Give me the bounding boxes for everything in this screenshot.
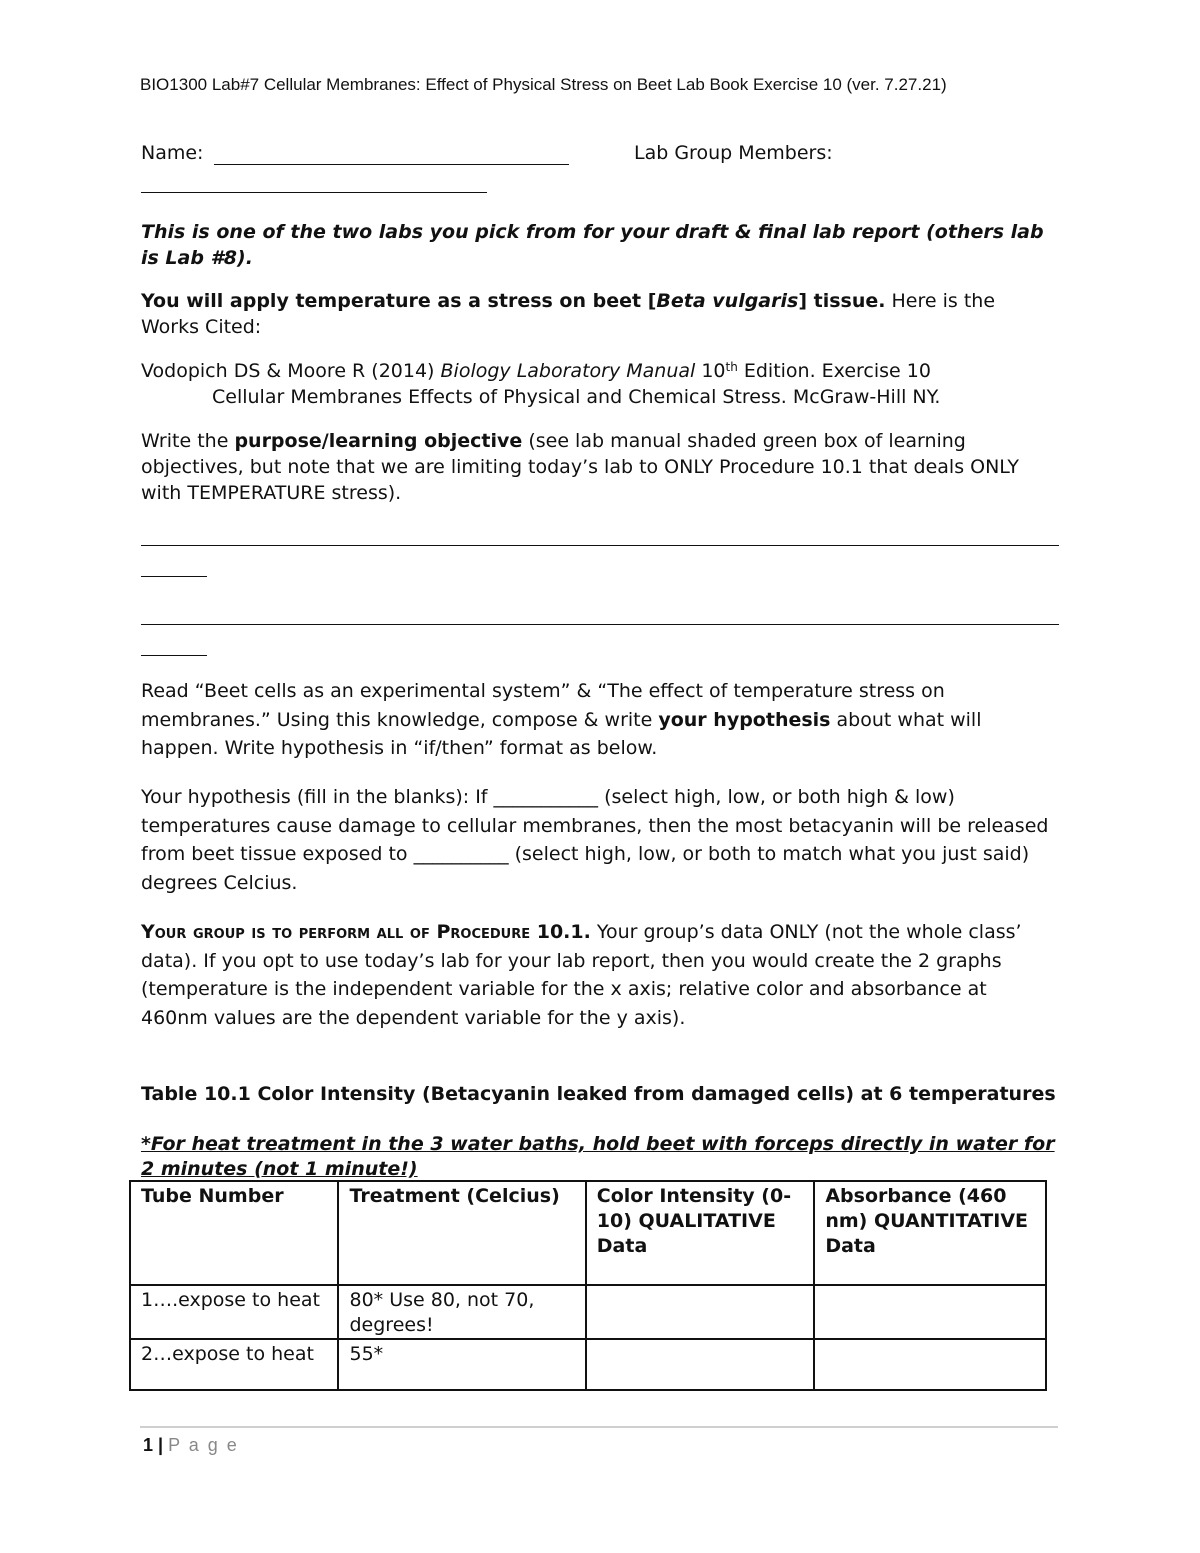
group-heading: Your group is to perform all of Procedure 10.1. xyxy=(141,921,591,943)
lab-group-members-label: Lab Group Members: xyxy=(634,142,833,164)
header-treatment: Treatment (Celcius) xyxy=(338,1181,585,1285)
table-header-row xyxy=(130,1181,1046,1285)
table-row xyxy=(130,1339,1046,1390)
name-blank[interactable] xyxy=(214,164,569,165)
data-table xyxy=(129,1180,1047,1391)
lab-report-note: This is one of the two labs you pick from for your draft & final lab report (others lab is Lab #8). xyxy=(141,221,1044,269)
row1-treatment: 80* Use 80, not 70, degrees! xyxy=(338,1285,585,1339)
apply-stress-post: ] tissue. xyxy=(798,290,886,312)
purpose-answer-line-2[interactable] xyxy=(141,624,1059,625)
citation-edition-num: 10 xyxy=(695,360,726,382)
row1-tube: 1….expose to heat xyxy=(130,1285,338,1339)
page-number: 1 | xyxy=(143,1435,169,1455)
page-header: BIO1300 Lab#7 Cellular Membranes: Effect of Physical Stress on Beet Lab Book Exercise 10 (ver. 7.27.21) xyxy=(140,75,947,94)
page-word: P a g e xyxy=(168,1435,239,1455)
works-cited-intro: Here is the Works Cited: xyxy=(141,290,996,338)
citation-book: Biology Laboratory Manual xyxy=(440,360,696,382)
header-tube-number: Tube Number xyxy=(130,1181,338,1285)
species-name: Beta vulgaris xyxy=(656,290,799,312)
purpose-answer-line-2-tail[interactable] xyxy=(141,655,207,656)
purpose-answer-line-1[interactable] xyxy=(141,545,1059,546)
row2-treatment: 55* xyxy=(338,1339,585,1390)
header-absorbance: Absorbance (460 nm) QUANTITATIVE Data xyxy=(814,1181,1046,1285)
name-label: Name: xyxy=(141,142,204,164)
header-color-intensity: Color Intensity (0-10) QUALITATIVE Data xyxy=(586,1181,815,1285)
table-note: *For heat treatment in the 3 water baths, hold beet with forceps directly in water for 2 minutes (not 1 minute!) xyxy=(141,1133,1055,1180)
read-paragraph xyxy=(141,677,1056,763)
hypothesis-paragraph: Your hypothesis (fill in the blanks): If ___________ (select high, low, or both high & low) temperatures cause damage to cellular membranes, then the most betacyanin will be released from beet tissue exposed to __________ (select high, low, or both to match what you just said) degrees Celcius. xyxy=(141,786,1049,895)
table-caption: Table 10.1 Color Intensity (Betacyanin leaked from damaged cells) at 6 temperatures xyxy=(141,1083,1056,1105)
table-row xyxy=(130,1285,1046,1339)
citation-line2: Cellular Membranes Effects of Physical and Chemical Stress. McGraw-Hill NY. xyxy=(212,386,941,408)
apply-stress-pre: You will apply temperature as a stress on beet [ xyxy=(141,290,657,312)
row1-absorbance-cell[interactable] xyxy=(814,1285,1046,1339)
group-members-blank[interactable] xyxy=(141,192,487,193)
row2-color-cell[interactable] xyxy=(586,1339,815,1390)
row2-tube: 2…expose to heat xyxy=(130,1339,338,1390)
purpose-answer-line-1-tail[interactable] xyxy=(141,576,207,577)
purpose-paragraph xyxy=(141,428,1056,506)
group-paragraph xyxy=(141,918,1056,1032)
page-footer xyxy=(143,1435,239,1456)
citation-edition-rest: Edition. Exercise 10 xyxy=(737,360,931,382)
group-text: Your group’s data ONLY (not the whole class’ data). If you opt to use today’s lab for your lab report, then you would create the 2 graphs (temperature is the independent variable for the x axis; relative color and absorbance at 460nm values are the dependent variable for the y axis). xyxy=(141,921,1022,1029)
read-bold: your hypothesis xyxy=(658,708,831,731)
citation xyxy=(141,358,1056,410)
purpose-post: (see lab manual shaded green box of learning objectives, but note that we are limiting today’s lab to ONLY Procedure 10.1 that deals ONLY with TEMPERATURE stress). xyxy=(141,430,1019,504)
purpose-pre: Write the xyxy=(141,430,235,452)
apply-stress-paragraph xyxy=(141,288,1056,340)
read-pre: Read “Beet cells as an experimental system” & “The effect of temperature stress on membranes.” Using this knowledge, compose & write xyxy=(141,680,945,731)
citation-edition-sup: th xyxy=(725,360,738,374)
row2-absorbance-cell[interactable] xyxy=(814,1339,1046,1390)
read-post: about what will happen. Write hypothesis in “if/then” format as below. xyxy=(141,708,982,759)
citation-authors: Vodopich DS & Moore R (2014) xyxy=(141,360,441,382)
purpose-bold: purpose/learning objective xyxy=(234,430,523,452)
footer-divider xyxy=(140,1426,1058,1428)
row1-color-cell[interactable] xyxy=(586,1285,815,1339)
